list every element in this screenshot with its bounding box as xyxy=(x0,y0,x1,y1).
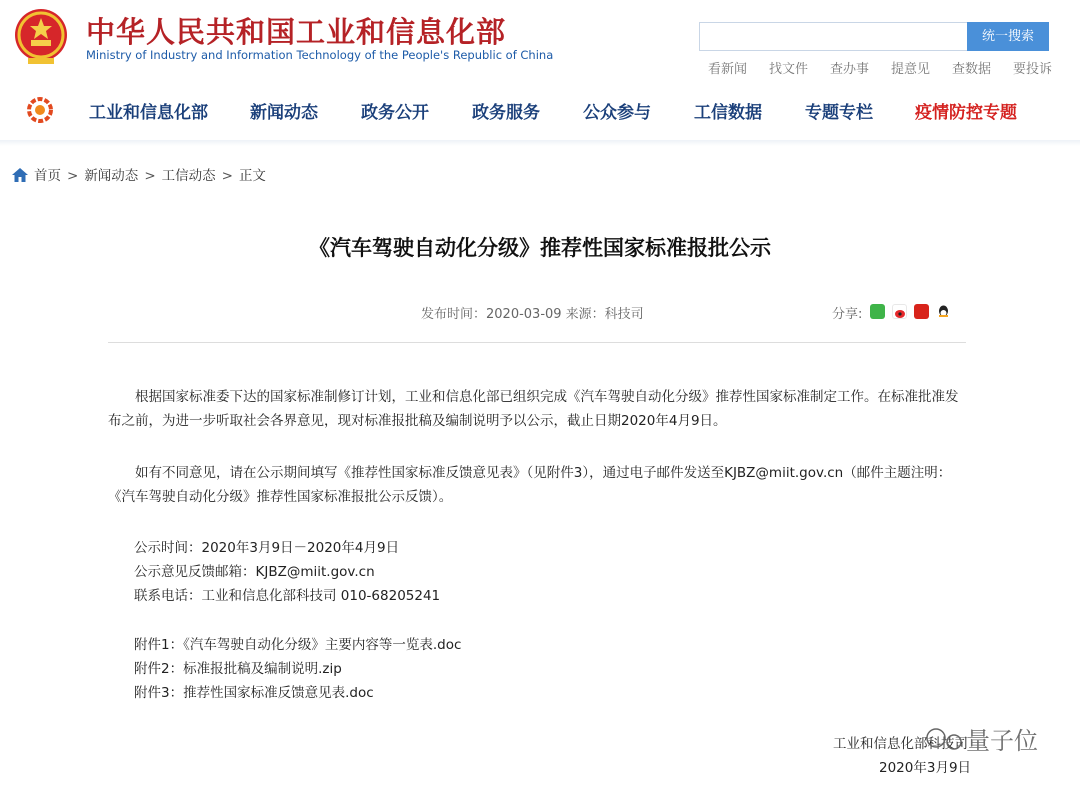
contact-phone: 联系电话：工业和信息化部科技司 010-68205241 xyxy=(134,588,441,604)
search-input[interactable] xyxy=(699,22,967,51)
watermark-text: 量子位 xyxy=(966,727,1038,755)
nav-divider xyxy=(0,140,1080,146)
nav-item-special-topics[interactable]: 专题专栏 xyxy=(805,103,873,123)
breadcrumb-industry-news[interactable]: 工信动态 xyxy=(161,168,216,184)
breadcrumb-current: 正文 xyxy=(238,168,266,184)
breadcrumb-separator: > xyxy=(144,168,156,184)
attachment-link[interactable]: 附件3：推荐性国家标准反馈意见表.doc xyxy=(134,685,374,701)
qq-icon[interactable] xyxy=(936,304,951,319)
breadcrumb-news[interactable]: 新闻动态 xyxy=(84,168,139,184)
nav-item-news[interactable]: 新闻动态 xyxy=(250,103,318,123)
feedback-email: 公示意见反馈邮箱：KJBZ@miit.gov.cn xyxy=(134,564,375,580)
quick-link-data[interactable]: 查数据 xyxy=(952,62,992,77)
quick-link-complaint[interactable]: 要投诉 xyxy=(1013,62,1053,77)
quick-link-files[interactable]: 找文件 xyxy=(769,62,809,77)
nav-item-public-affairs[interactable]: 政务公开 xyxy=(361,103,429,123)
attachment-link[interactable]: 附件2：标准报批稿及编制说明.zip xyxy=(134,661,342,677)
breadcrumb-separator: > xyxy=(67,168,79,184)
site-title[interactable]: 中华人民共和国工业和信息化部 xyxy=(86,15,507,49)
breadcrumb-home[interactable]: 首页 xyxy=(34,168,61,184)
nav-item-epidemic[interactable]: 疫情防控专题 xyxy=(915,103,1017,123)
quick-link-news[interactable]: 看新闻 xyxy=(708,62,748,77)
article-divider xyxy=(108,342,966,343)
quick-links xyxy=(706,58,1056,76)
breadcrumb-separator: > xyxy=(221,168,233,184)
nav-item-government-services[interactable]: 政务服务 xyxy=(472,103,540,123)
site-subtitle: Ministry of Industry and Information Technology of the People's Republic of China xyxy=(86,48,554,62)
nav-item-ministry[interactable]: 工业和信息化部 xyxy=(89,103,208,123)
article-title: 《汽车驾驶自动化分级》推荐性国家标准报批公示 xyxy=(309,236,771,260)
share-label: 分享: xyxy=(832,307,863,322)
breadcrumb xyxy=(12,164,266,184)
weibo-icon[interactable] xyxy=(892,304,907,319)
nav-item-data[interactable]: 工信数据 xyxy=(694,103,762,123)
notice-period: 公示时间：2020年3月9日－2020年4月9日 xyxy=(134,540,400,556)
quick-link-services[interactable]: 查办事 xyxy=(830,62,870,77)
article-meta: 发布时间：2020-03-09 来源：科技司 xyxy=(421,307,644,322)
article-paragraph-1: 根据国家标准委下达的国家标准制修订计划，工业和信息化部已组织完成《汽车驾驶自动化分级》推荐性国家标准制定工作。在标准批准发布之前，为进一步听取社会各界意见，现对标准报批稿及编制说明予以公示，截止日期2020年4月9日。 xyxy=(108,389,959,429)
search-button[interactable]: 统一搜索 xyxy=(967,22,1049,51)
miit-logo-icon xyxy=(26,96,54,124)
main-nav xyxy=(0,90,1080,130)
national-emblem-icon xyxy=(12,6,70,68)
signature: 工业和信息化部科技司 xyxy=(833,736,968,752)
sign-date: 2020年3月9日 xyxy=(879,760,972,776)
home-icon xyxy=(12,168,28,182)
wechat-icon[interactable] xyxy=(870,304,885,319)
article-paragraph-2: 如有不同意见，请在公示期间填写《推荐性国家标准反馈意见表》（见附件3），通过电子邮件发送至KJBZ@miit.gov.cn（邮件主题注明：《汽车驾驶自动化分级》推荐性国家标准报批公示反馈）。 xyxy=(108,465,952,505)
attachment-link[interactable]: 附件1：《汽车驾驶自动化分级》主要内容等一览表.doc xyxy=(134,637,462,653)
pdf-icon[interactable] xyxy=(914,304,929,319)
site-header xyxy=(0,0,1080,82)
nav-item-public-participation[interactable]: 公众参与 xyxy=(583,103,651,123)
quick-link-feedback[interactable]: 提意见 xyxy=(891,62,931,77)
